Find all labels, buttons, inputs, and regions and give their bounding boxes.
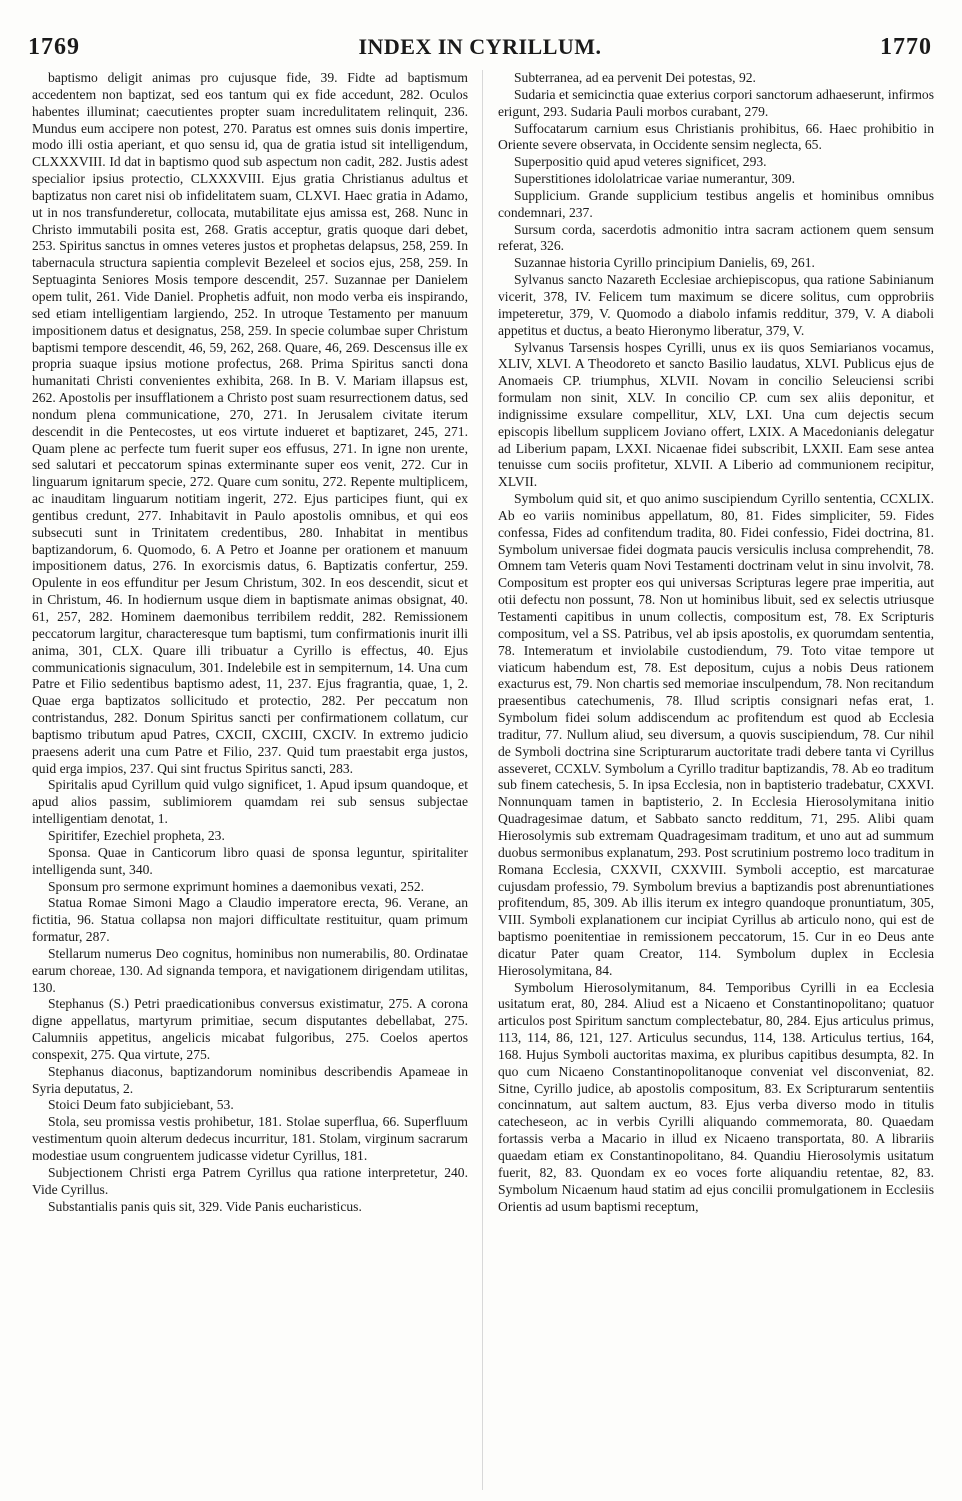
index-entry-sylvanus-tarsensis: Sylvanus Tarsensis hospes Cyrilli, unus ex iis quos Semiarianos vocamus, XLIV, XLVI. A Theodoreto et sancto Basilio laudatus, XLVI. Publicus ejus de Anomaeis CP. triumphus, XLVII. Novam in concilio Seleuciensi scribi formulam non sinit, XLV. In concilio CP. cum sex aliis deponitur, et indignissime exsulare compellitur, XLV, LXI. Una cum dejectis secum episcopis libellum supplicem Joviano offert, LXIX. A Macedonianis delegatur ad Liberium papam, LXXI. Nicaenae fidei subscribit, LXXII. Eam sese antea tenuisse cum sociis profitetur, XLVII. A Liberio ad communionem recipitur, XLVII.	[498, 339, 934, 490]
index-entry-stephanus-s: Stephanus (S.) Petri praedicationibus conversus existimatur, 275. A corona digne appellatus, martyrum primitiae, secum disputantes debellabat, 275. Calumniis appetitus, angelicis micabat fulgoribus, 275. Coelos apertos conspexit, 275. Qua virtute, 275.	[32, 996, 468, 1062]
index-entry-stola: Stola, seu promissa vestis prohibetur, 181. Stolae superflua, 66. Superfluum vestimentum quoin alterum dedecus incurritur, 181. Stolam, virginum sacrarum modestiae usum congruentem judicasse videtur Cyrillus, 181.	[32, 1114, 468, 1163]
left-page-number: 1769	[28, 34, 80, 60]
index-entry-stoici: Stoici Deum fato subjiciebant, 53.	[48, 1097, 234, 1113]
index-entry-spiritalis: Spiritalis apud Cyrillum quid vulgo significet, 1. Apud ipsum quandoque, et apud alios passim, sublimiorem quamdam rei sub sensus subjectae intelligentiam denotat, 1.	[32, 777, 468, 827]
index-entry-statua: Statua Romae Simoni Mago a Claudio imperatore erecta, 96. Verane, an fictitia, 96. Statua collapsa non majori difficultate restituitur, quam primum formatur, 287.	[32, 895, 468, 945]
index-entry-superstitiones: Superstitiones idololatricae variae numerantur, 309.	[514, 171, 796, 187]
right-page-number: 1770	[880, 34, 932, 60]
left-column	[32, 70, 468, 1490]
index-entry-spiritus-sanctus: baptismo deligit animas pro cujusque fide, 39. Fidte ad baptismum accedentem non baptizat, sed eos tantum qui ex fide accedunt, 282. Oculos habentes illuminat; caecutientes propter suam incredulitatem relinquit, 236. Mundus eum accipere non potest, 270. Paratus est omnes suis donis impertire, modo illi ostia aperiant, et quo sensu id, qua de gratia istud sit intelligendum, CLXXXVIII. Id dat in baptismo quod sub aspectum non cadit, 282. Justis adest specialior ipsius protectio, CLXXXVIII. Ejus gratia Christianus adultus et baptizatus non caret nisi ob infidelitatem suam, CLXVI. Haec gratia in Adamo, ut in nos transfunderetur, collocata, mutabilitate ejus amissa est, 268. Nunc in Christo immutabili posita est, 268. Gratis acceptur, gratis quoque dari debet, 253. Spiritus sanctus in omnes veteres justos et prophetas delapsus, 258, 259. In tabernacula structura sapientia complevit Bezeleel et socios ejus, 258, 259. In Septuaginta Seniores Mosis tempore descendit, 257. Suzannae per Danielem opem tulit, 261. Vide Daniel. Prophetis adfuit, non modo verba eis inspirando, sed etiam intelligentiam largiendo, 252. In utroque Testamento per manuum impositionem datus et designatus, 258, 259. In specie columbae super Christum baptismi tempore descendit, 46, 59, 262, 268. Quare, 46, 269. Descensus ille ex propria suaque ipsius motione profectus, 268. Prima Spiritus sancti dona humanitati Christi convenientes exhibita, 268. In B. V. Mariam illapsus est, 262. Apostolis per insufflationem a Christo post suam resurrectionem datus, sed nondum plena communicatione, 270, 271. In Jerusalem civitate iterum descendit in die Pentecostes, ut eos virtute indueret et baptizaret, 245, 271. Quam plene ac perfecte tum fuerit super eos effusus, 271. In igne non urente, sed salutari et peccatorum spinas exterminante super eos venit, 272. Cur in linguarum ignitarum specie, 272. Quare cum sonitu, 272. Repente multiplicem, ac inauditam linguarum notitiam ingerit, 272. Ejus participes fiunt, qui ex gentibus credunt, 277. Inhabitavit in Paulo apostolis omnibus, et qui eos subsecuti sunt in Trinitatem credentibus, 280. Inhabitat in mentibus baptizandorum, 6. Quomodo, 6. A Petro et Joanne per orationem et manuum impositionem datus, 276. In exorcismis datus, 6. Baptizatis confertur, 259. Opulente in eos effunditur per Jesum Christum, 302. In eos descendit, sicut et in Christum, 46. In hodiernum usque diem in baptismate animas obsignat, 40. 61, 257, 282. Hominem daemonibus terribilem reddit, 282. Remissionem peccatorum largitur, characteresque tum baptismi, tum confirmationis inurit illi anima, 301, CLX. Quare illi tribuatur a Cyrillo is effectus, 40. Ejus communicationis signaculum, 301. Indelebile est in sempiternum, 14. Una cum Patre et Filio sedentibus baptismo adest, 11, 237. Ejus fragrantia, quae, 1, 2. Quae erga baptizatos sollicitudo et protectio, 282. Per peccatum non contristandus, 282. Donum Spiritus sancti per confirmationem collatum, cur baptismo tributum apud Patres, CXCII, CXCIII, CXCIV. In extremo judicio praesens aderit una cum Patre et Filio, 237. Quid tum praestabit erga justos, quid erga impios, 237. Qui sint fructus Spiritus sancti, 283.	[32, 70, 468, 776]
index-entry-subjectionem: Subjectionem Christi erga Patrem Cyrillus qua ratione interpretetur, 240. Vide Cyrillus.	[32, 1164, 468, 1197]
index-entry-superpositio: Superpositio quid apud veteres significet, 293.	[514, 154, 767, 170]
two-column-body	[32, 70, 934, 1490]
index-entry-supplicium: Supplicium. Grande supplicium testibus angelis et hominibus omnibus condemnari, 237.	[498, 187, 934, 220]
index-entry-sponsum: Sponsum pro sermone exprimunt homines a daemonibus vexati, 252.	[48, 878, 425, 894]
index-entry-suzannae: Suzannae historia Cyrillo principium Danielis, 69, 261.	[514, 255, 815, 271]
index-entry-symbolum: Symbolum quid sit, et quo animo suscipiendum Cyrillo sententia, CCXLIX. Ab eo variis nominibus appellatum, 80, 81. Fides simpliciter, 59. Fides confessa, Fides ad confitendum tradita, 80. Fidei confessio, Fidei doctrina, 81. Symbolum universae fidei dogmata paucis versiculis inclusa comprehendit, 78. Omnem tam Veteris quam Novi Testamenti doctrinam velut in sinu involvit, 78. Compositum est propter eos qui universas Scripturas legere prae imperitia, aut otii defectu non possunt, 78. Non ut hominibus libuit, sed ex selectis utriusque Testamenti capitibus in unum collectis, compositum est, 78. Ex Scripturis compositum, vel a SS. Patribus, vel ab ipsis apostolis, ex quorumdam sententia, 78. Intemeratum et inviolabile custodiendum, 79. Toto vitae tempore ut viaticum habendum est, 78. Est depositum, cujus a nobis Deus rationem exacturus est, 79. Non chartis sed memoriae insculpendum, 78. Non recitandum praesentibus catechumenis, 78. Illud scriptis consignari nefas erat, 1. Symbolum fidei solum addiscendum ac profitendum est quod ab Ecclesia traditur, 77. Nullum aliud, seu diversum, a quovis suscipiendum, 78. Cur nihil de Symboli doctrina sine Scripturarum auctoritate tradi debere tanta vi Cyrillus asseveret, CCXLV. Symbolum a Cyrillo traditur baptizandis, 78. Ab eo traditum sub finem catechesis, 5. In ipsa Ecclesia, non in baptisterio tradebatur, CXXVI. Nonnunquam tamen in baptisterio, 2. In Ecclesia Hierosolymitana initio Quadragesimae datum, et Sabbato sancto redditum, 71, 295. Alibi quam Hierosolymis sub extremam Quadragesimam traditum, et uno aut ad summum duobus sermonibus explanatum, 293. Post scrutinium postremo loco traditum in Romana Ecclesia, CXXVII, CXXVIII. Symboli acceptio, est marcaturae cujusdam professio, 79. Symbolum brevius a baptizandis post abrenuntiationes profitendum, 85, 309. Ab illis iterum ex integro quandoque pronuntiatum, 305, VIII. Symboli explanationem cur incipiat Cyrillus ab articulo nono, qui est de baptismo poenitentiae in remissionem peccatorum, 15. Cur in eo Deus ante dicatur Pater quam Creator, 114. Symbolum duplex in Ecclesia Hierosolymitana, 84.	[498, 491, 934, 978]
index-entry-substantialis: Substantialis panis quis sit, 329. Vide Panis eucharisticus.	[48, 1198, 362, 1214]
index-entry-sylvanus-nazareth: Sylvanus sancto Nazareth Ecclesiae archiepiscopus, qua ratione Sabinianum vicerit, 378, IV. Felicem tum maximum se dicere solitus, cum opprobriis impeteretur, 379, V. Quomodo a diabolo infamis redditur, 379, V. A diaboli appetitus et ductus, a beato Hieronymo liberatur, 379, V.	[498, 272, 934, 338]
index-entry-sursum-corda: Sursum corda, sacerdotis admonitio intra sacram actionem quem sensum referat, 326.	[498, 221, 934, 254]
index-entry-sudaria: Sudaria et semicinctia quae exterius corpori sanctorum adhaeserunt, infirmos erigunt, 293. Sudaria Pauli morbos curabant, 279.	[498, 86, 934, 119]
index-entry-stellarum: Stellarum numerus Deo cognitus, hominibus non numerabilis, 80. Ordinatae earum choreae, 130. Ad signanda tempora, et navigationem dirigendam utilitas, 130.	[32, 945, 468, 995]
running-title: INDEX IN CYRILLUM.	[358, 34, 602, 59]
index-entry-stephanus-diaconus: Stephanus diaconus, baptizandorum nominibus describendis Apameae in Syria deputatus, 2.	[32, 1063, 468, 1096]
column-divider	[482, 70, 483, 1490]
index-entry-symbolum-hierosolymitanum: Symbolum Hierosolymitanum, 84. Temporibus Cyrilli in ea Ecclesia usitatum erat, 80, 284. Aliud est a Nicaeno et Constantinopolitano; quatuor articulos post Spiritum sanctum complectebatur, 80, 284. Ejus articulus primus, 113, 114, 86, 121, 127. Articulus secundus, 114, 138. Articulus tertius, 164, 168. Hujus Symboli auctoritas maxima, ex pluribus capitibus desumpta, 82. In quo cum Nicaeno Constantinopolitanoque conveniat vel disconveniat, 82. Sitne, Cyrillo judice, ab apostolis compositum, 83. Ex Scripturarum sententiis concinnatum, aut saltem auctum, 83. Ejus verba diverso modo in titulis catecheseon, ac in verbis Cyrilli aliquando commemorata, 80. Quaedam fortassis verba a Macario in illud ex Nicaeno transportata, 80. A librariis quaedam etiam ex Constantinopolitano, 84. Quandiu Hierosolymis usitatum fuerit, 82, 83. Quondam ex eo voces forte aliquandiu retentae, 82, 83. Symbolum Nicaenum haud statim ad ejus concilii promulgationem in Ecclesiis Orientis ad usum baptismi receptum,	[498, 979, 934, 1214]
index-entry-sponsa: Sponsa. Quae in Canticorum libro quasi de sponsa leguntur, spiritaliter intelligenda sunt, 340.	[32, 844, 468, 877]
right-column	[498, 70, 934, 1490]
index-entry-spiritifer: Spiritifer, Ezechiel propheta, 23.	[48, 827, 225, 843]
page-header	[28, 34, 932, 64]
index-entry-subterranea: Subterranea, ad ea pervenit Dei potestas, 92.	[514, 70, 756, 85]
index-entry-suffocatarum: Suffocatarum carnium esus Christianis prohibitus, 66. Haec prohibitio in Oriente severe observata, in Occidente sensim neglecta, 65.	[498, 120, 934, 153]
